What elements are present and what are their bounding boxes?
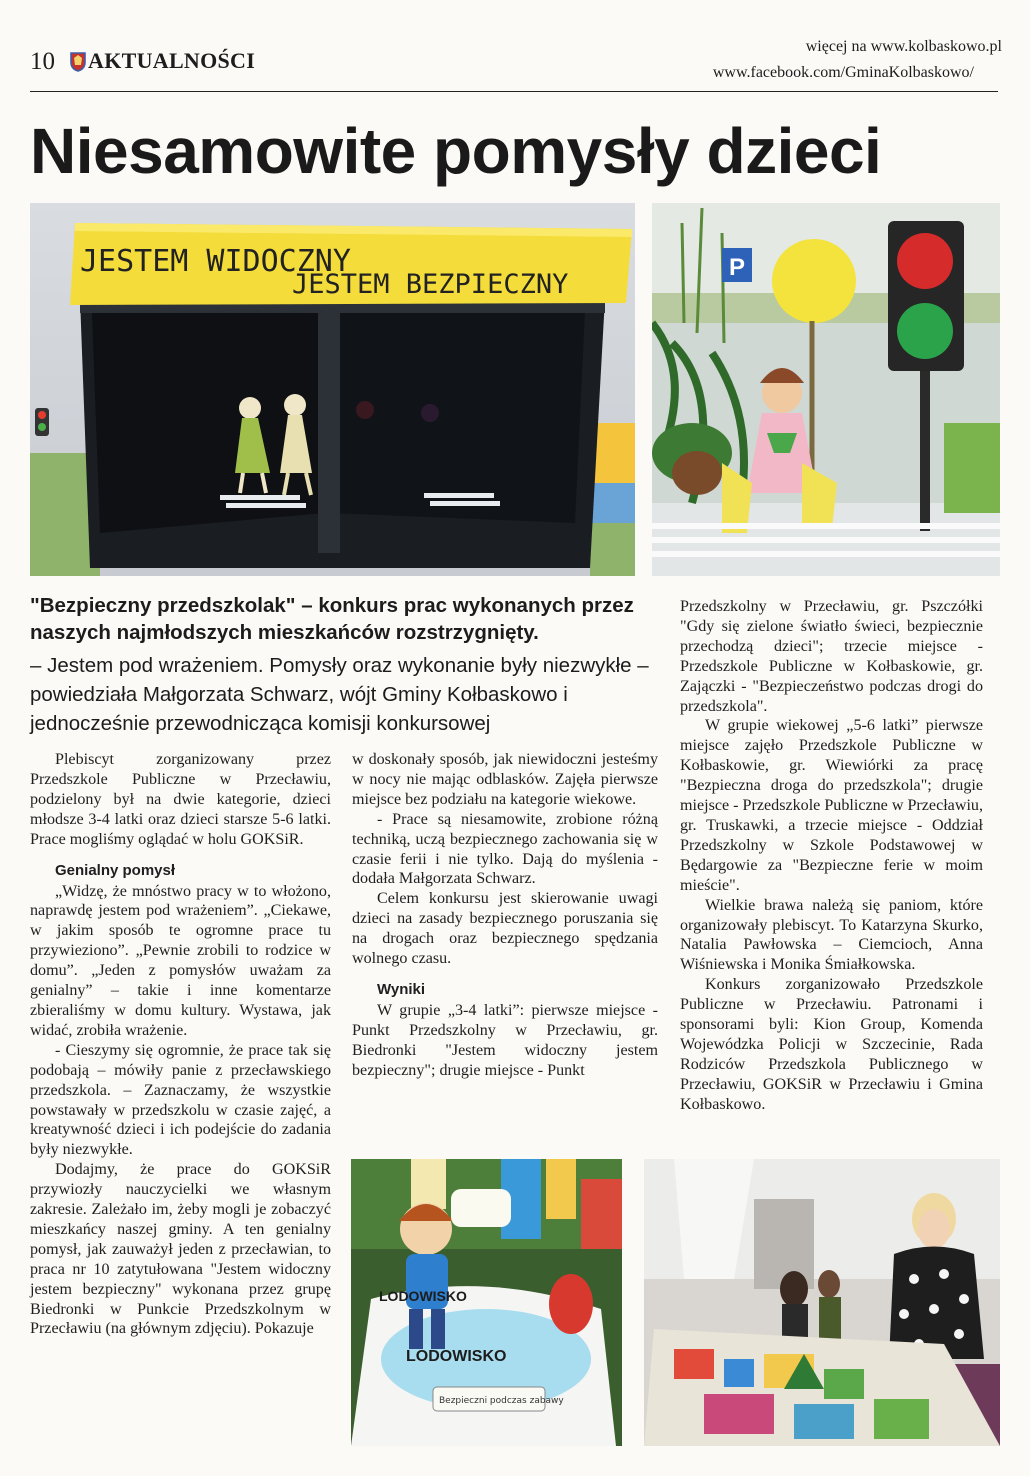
website-link[interactable]: więcej na www.kolbaskowo.pl <box>805 38 1002 55</box>
paragraph: - Cieszymy się ogromnie, że prace tak się podobają – mówiły panie z przecławskiego przedszkola. – Zaznaczamy, że wszystkie powstawały w przedszkolu w czasie zajęć, a kreatywność dzieci i ich podejście do zadania były niezwykłe. <box>30 1041 331 1159</box>
article-headline: Niesamowite pomysły dzieci <box>30 115 882 187</box>
paragraph: Plebiscyt zorganizowany przez Przedszkole Publiczne w Przecławiu, podzielony był na dwie kategorie, dzieci młodsze 3-4 latki oraz dzieci starsze 5-6 latki. Prace mogliśmy oglądać w holu GOKSiR. <box>30 751 331 848</box>
lead-quote: – Jestem pod wrażeniem. Pomysły oraz wykonanie były niezwykłe – powiedziała Małgorzata Schwarz, wójt Gminy Kołbaskowo i jednocześnie przewodnicząca komisji konkursowej <box>30 654 649 735</box>
paragraph: Celem konkursu jest skierowanie uwagi dzieci na zasady bezpiecznego poruszania się na drogach oraz bezpiecznego spędzania wolnego czasu. <box>352 890 658 968</box>
main-photo-visible-safe <box>30 203 635 576</box>
banner-text-visible: JESTEM WIDOCZNY <box>80 244 351 279</box>
parking-sign-letter: P <box>729 254 746 281</box>
lead-title: "Bezpieczny przedszkolak" – konkurs prac wykonanych przez naszych najmłodszych mieszkańców rozstrzygnięty. <box>30 594 634 644</box>
paragraph: „Widzę, że mnóstwo pracy w to włożono, naprawdę jestem pod wrażeniem”. „Ciekawe, w jakim sposób te ogromne prace tu przywieziono”. „Pewnie zrobili to rodzice w domu”. „Jeden z pomysłów uważam za genialny” – takie i inne komentarze zbieraliśmy w domu kultury. Wystawa, jak widać, zrobiła wrażenie. <box>30 882 331 1039</box>
ice-label-bottom: LODOWISKO <box>406 1348 507 1365</box>
paragraph: Przedszkolny w Przecławiu, gr. Pszczółki "Gdy się zielone światło świeci, bezpiecznie przechodzą dzieci"; trzecie miejsce - Przedszkole Publiczne w Kołbaskowie, gr. Zajączki - "Bezpieczeństwo podczas drogi do przedszkola". <box>680 598 983 715</box>
paragraph: - Prace są niesamowite, zrobione różną techniką, uczą bezpiecznego zachowania się w czasie ferii i nie tylko. Dają do myślenia - dodała Małgorzata Schwarz. <box>352 810 658 888</box>
subheading-genialny-pomysl: Genialny pomysł <box>55 861 176 879</box>
ice-sign-text: Bezpieczni podczas zabawy <box>439 1396 564 1406</box>
paragraph: Konkurs zorganizowało Przedszkole Publiczne w Przecławiu. Patronami i sponsorami byli: Kion Group, Komenda Wojewódzka Policji w Szczecinie, Rada Rodziców Przedszkola Publicznego w Przecławiu, GOKSiR w Przecławiu i Gmina Kołbaskowo. <box>680 976 983 1113</box>
paragraph: w doskonały sposób, jak niewidoczni jesteśmy w nocy nie mając odblasków. Zajęła pierwsze miejsce bez podziału na kategorie wiekowe. <box>352 751 658 808</box>
facebook-link[interactable]: www.facebook.com/GminaKolbaskowo/ <box>712 64 974 81</box>
page-number: 10 <box>30 48 55 75</box>
ice-label-top: LODOWISKO <box>379 1288 467 1304</box>
header-divider <box>30 91 998 92</box>
column-1 <box>30 750 331 1339</box>
paragraph: Dodajmy, że prace do GOKSiR przywiozły nauczycielki we własnym zakresie. Zależało im, żeby mogli je zobaczyć mieszkańcy naszej gminy. A ten genialny pomysł, jak zauważył jeden z przecławian, to praca nr 10 zatytułowana "Jestem widoczny jestem bezpieczny" wykonana przez grupę Biedronki w Punkcie Przedszkolnym w Przecławiu (na głównym zdjęciu). Pokazuje <box>30 1161 331 1338</box>
section-label: AKTUALNOŚCI <box>88 48 256 73</box>
paragraph: W grupie wiekowej „5-6 latki” pierwsze miejsce zajęło Przedszkole Publiczne w Kołbaskowie, gr. Wiewiórki za pracę "Bezpieczna droga do przedszkola"; drugie miejsce - Przedszkole Publiczne w Przecławiu, gr. Truskawki, a trzecie miejsce - Oddział Przedszkolny w Szkole Podstawowej w Będargowie za "Bezpieczne ferie w moim mieście". <box>680 717 983 894</box>
exhibition-hall-photo <box>644 1159 1000 1446</box>
section-title <box>68 48 255 74</box>
paragraph: W grupie „3-4 latki”: pierwsze miejsce - Punkt Przedszkolny w Przecławiu, gr. Biedronki "Jestem widoczny jestem bezpieczny"; drugie miejsce - Punkt <box>352 1001 658 1079</box>
column-3 <box>680 597 983 1115</box>
banner-text-safe: JESTEM BEZPIECZNY <box>292 269 569 300</box>
traffic-light-photo <box>652 203 1000 576</box>
paragraph: Wielkie brawa należą się paniom, które organizowały plebiscyt. To Katarzyna Skurko, Natalia Pawłowska – Ciemcioch, Anna Wiśniewska i Monika Śmiałkowska. <box>680 896 983 974</box>
subheading-wyniki: Wyniki <box>377 980 426 998</box>
ice-rink-photo <box>351 1159 622 1446</box>
column-2 <box>352 750 658 1081</box>
